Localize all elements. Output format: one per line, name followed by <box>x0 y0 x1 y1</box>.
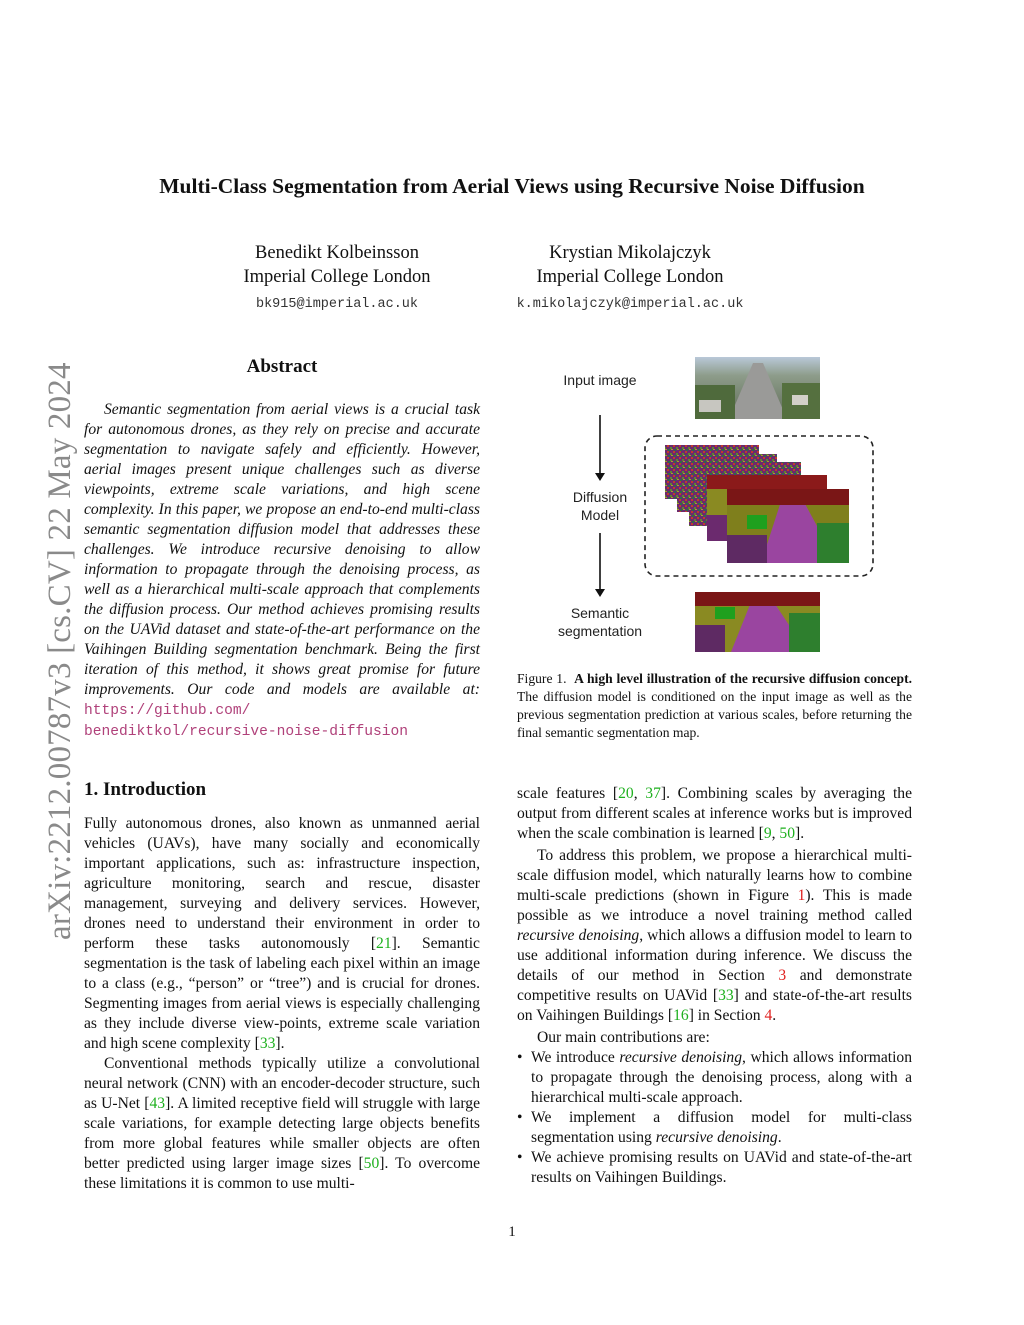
caption-rest: The diffusion model is conditioned on the input image as well as the previous segmentation prediction at various scales, before returning the final semantic segmentation map. <box>517 689 912 740</box>
list-item: • We introduce recursive denoising, which allows information to propagate through the denoising process, along with a hierarchical multi-scale approach. <box>517 1049 912 1106</box>
arrow-down-icon <box>595 533 605 597</box>
author-email[interactable]: bk915@imperial.ac.uk <box>255 297 419 312</box>
section-ref[interactable]: 3 <box>778 967 787 984</box>
author-affiliation: Imperial College London <box>243 267 431 287</box>
label-input-image: Input image <box>563 372 637 388</box>
abstract-text: Semantic segmentation from aerial views is a crucial task for autonomous drones, as they rely on precise and accurate segmentation to navigate safely and efficiently. However, aerial images present unique challenges such as diverse viewpoints, extreme scale variations, and high scene complexity. In this paper, we propose an end-to-end multi-class semantic segmentation diffusion model that addresses these challenges. We introduce recursive denoising to allow information to propagate through the denoising process, as well as a hierarchical multi-scale approach that complements the diffusion process. Our method achieves promising results on the UAVid dataset and state-of-the-art performance on the Vaihingen Building segmentation benchmark. Being the first iteration of this method, it shows great promise for future improvements. Our code and models are available at: <box>84 401 480 698</box>
contributions-list <box>517 1048 912 1188</box>
paper-title: Multi-Class Segmentation from Aerial Views using Recursive Noise Diffusion <box>159 174 865 198</box>
arxiv-stamp: arXiv:2212.00787v3 [cs.CV] 22 May 2024 <box>42 362 78 940</box>
section-ref[interactable]: 4 <box>764 1007 773 1024</box>
citation[interactable]: 33 <box>259 1035 276 1052</box>
list-item: • We achieve promising results on UAVid and state-of-the-art results on Vaihingen Buildings. <box>517 1149 912 1186</box>
citation[interactable]: 16 <box>673 1007 689 1024</box>
caption-bold: A high level illustration of the recursive diffusion concept. <box>574 671 912 686</box>
citation[interactable]: 43 <box>149 1095 166 1112</box>
citation[interactable]: 37 <box>645 785 661 802</box>
right-paragraph-2: To address this problem, we propose a hierarchical multi-scale diffusion model, which naturally learns how to combine multi-scale predictions (shown in Figure 1). This is made possible as we introduce a novel training method called recursive denoising, which allows a diffusion model to learn to use additional information during inference. We discuss the details of our method in Section 3 and demonstrate competitive results on UAVid [33] and state-of-the-art results on Vaihingen Buildings [16] in Section 4. <box>517 847 912 1024</box>
intro-paragraph-2: Conventional methods typically utilize a convolutional neural network (CNN) with an encoder-decoder structure, such as U-Net [43]. A limited receptive field will struggle with large scale variations, for example detecting large objects benefits from more global features while smaller objects are often better predicted using larger image sizes [50]. To overcome these limitations it is common to use multi- <box>84 1055 481 1192</box>
author-name: Benedikt Kolbeinsson <box>255 243 419 263</box>
author-block-1 <box>217 241 457 317</box>
figure-1 <box>517 355 912 660</box>
citation[interactable]: 33 <box>718 987 734 1004</box>
arrow-down-icon <box>595 415 605 481</box>
code-link[interactable]: https://github.com/ benediktkol/recursive-noise-diffusion <box>84 703 409 740</box>
intro-paragraph-1: Fully autonomous drones, also known as unmanned aerial vehicles (UAVs), have many socially and economically important applications, such as: infrastructure inspection, agriculture monitoring, search and rescue, disaster management, surveying and delivery services. However, drones need to understand their environment in order to perform these tasks autonomously [21]. Semantic segmentation is the task of labeling each pixel within an image to a class (e.g., “person” or “tree”) and is crucial for drones. Segmenting images from aerial views is especially challenging as they include diverse view-points, extreme scale variation and high scene complexity [33]. <box>84 815 480 1052</box>
citation[interactable]: 50 <box>363 1155 380 1172</box>
citation[interactable]: 9 <box>763 825 772 842</box>
citation[interactable]: 50 <box>779 825 795 842</box>
intro-right-column <box>517 784 912 1188</box>
author-affiliation: Imperial College London <box>536 267 724 287</box>
stacked-predictions <box>665 445 849 563</box>
caption-prefix: Figure 1. <box>517 671 567 686</box>
page-number: 1 <box>508 1224 516 1240</box>
label-semantic-segmentation: Semantic segmentation <box>557 605 643 639</box>
output-segmentation <box>695 592 820 652</box>
contributions-lead: Our main contributions are: <box>537 1029 710 1046</box>
author-block-2 <box>490 241 770 317</box>
figure-1-caption <box>517 670 912 742</box>
author-email[interactable]: k.mikolajczyk@imperial.ac.uk <box>516 297 744 312</box>
right-paragraph-1: scale features [20, 37]. Combining scales by averaging the output from different scales at inference works but is improved when the scale combination is learned [9, 50]. <box>517 785 912 842</box>
list-item: • We implement a diffusion model for multi-class segmentation using recursive denoising. <box>517 1109 912 1146</box>
intro-left-column <box>84 814 480 1194</box>
abstract-body <box>84 400 480 742</box>
intro-heading: 1. Introduction <box>84 779 207 800</box>
citation[interactable]: 20 <box>618 785 634 802</box>
abstract-heading: Abstract <box>246 356 318 377</box>
figure-ref[interactable]: 1 <box>797 887 806 904</box>
label-diffusion-model: Diffusion Model <box>572 489 628 523</box>
input-image <box>695 357 820 419</box>
citation[interactable]: 21 <box>376 935 392 952</box>
author-name: Krystian Mikolajczyk <box>549 243 711 263</box>
